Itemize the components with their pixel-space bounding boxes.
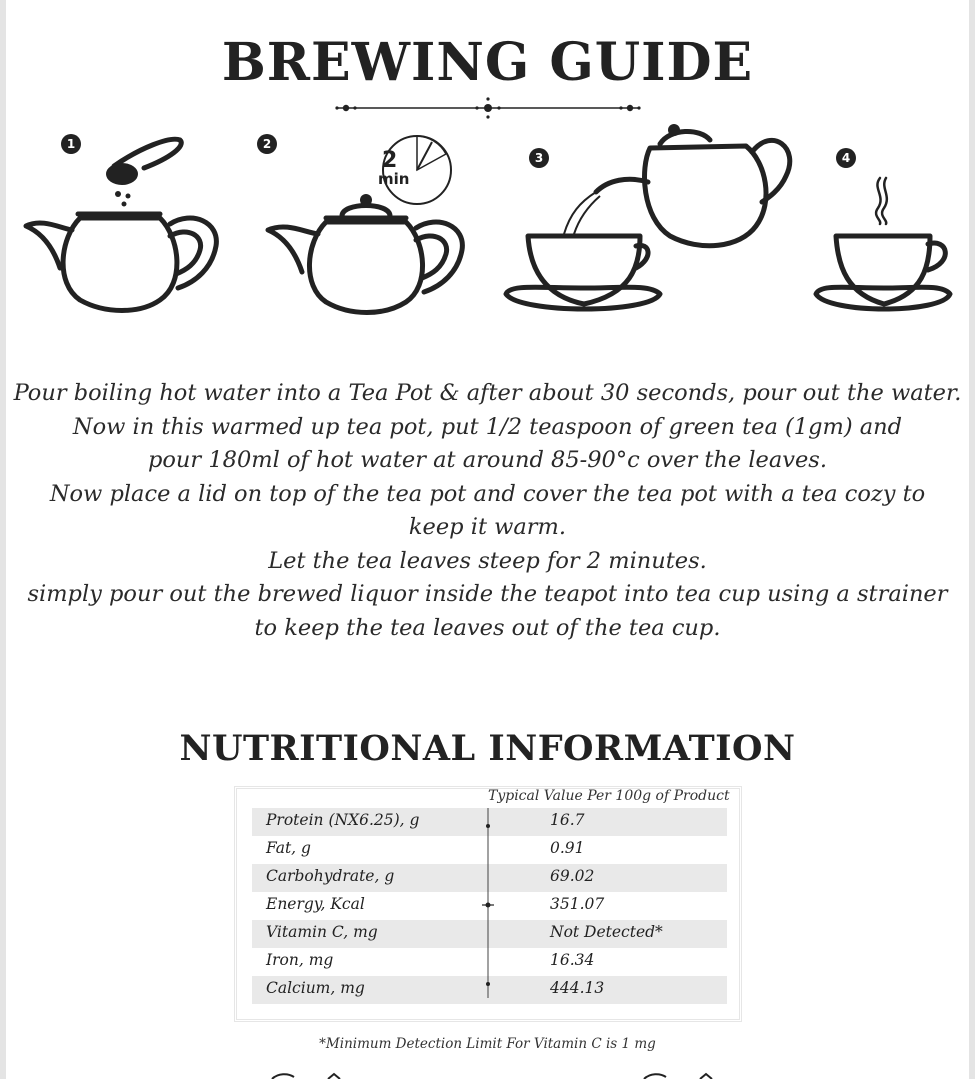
teapot-timer-icon xyxy=(260,118,470,333)
nutrient-name: Energy, Kcal xyxy=(266,895,365,913)
page-title: BREWING GUIDE xyxy=(221,32,754,93)
instruction-line: Let the tea leaves steep for 2 minutes. xyxy=(268,547,707,574)
instruction-line: Pour boiling hot water into a Tea Pot & after about 30 seconds, pour out the water. xyxy=(13,380,962,406)
nutrient-name: Iron, mg xyxy=(266,951,334,969)
timer-value: 2 xyxy=(382,148,398,173)
nutrient-value: 69.02 xyxy=(550,867,595,885)
nutrient-value: 444.13 xyxy=(550,979,605,997)
instruction-line: Now place a lid on top of the tea pot and cover the tea pot with a tea cozy to xyxy=(49,480,926,507)
teapot-pour-cup-icon xyxy=(500,118,800,333)
ornament-divider xyxy=(330,96,646,120)
instruction-line: keep it warm. xyxy=(408,514,567,540)
nutrition-column-header: Typical Value Per 100g of Product xyxy=(488,788,730,804)
instruction-line: simply pour out the brewed liquor inside the teapot into tea cup using a strainer xyxy=(27,581,948,607)
teapot-spoon-icon xyxy=(20,118,230,333)
nutrient-value: 16.7 xyxy=(550,811,585,829)
nutrition-footnote: *Minimum Detection Limit For Vitamin C is 1 mg xyxy=(319,1036,656,1052)
cropped-ornament-left xyxy=(268,1071,348,1079)
step-number-1: 1 xyxy=(61,134,81,154)
nutrient-name: Protein (NX6.25), g xyxy=(266,811,420,829)
instruction-line: Now in this warmed up tea pot, put 1/2 teaspoon of green tea (1gm) and xyxy=(72,413,903,440)
nutrient-name: Fat, g xyxy=(266,839,311,857)
step-number-4: 4 xyxy=(836,148,856,168)
column-divider xyxy=(480,808,496,998)
instruction-line: pour 180ml of hot water at around 85-90°c over the leaves. xyxy=(147,447,828,473)
step-number-3: 3 xyxy=(529,148,549,168)
nutrient-value: 351.07 xyxy=(550,895,605,913)
nutrient-value: 0.91 xyxy=(550,839,585,857)
timer-unit: min xyxy=(378,170,410,188)
nutrient-name: Carbohydrate, g xyxy=(266,867,395,885)
nutrient-value: Not Detected* xyxy=(550,923,663,941)
steaming-cup-icon xyxy=(806,118,966,333)
cropped-ornament-right xyxy=(640,1071,720,1079)
instruction-line: to keep the tea leaves out of the tea cup. xyxy=(254,614,721,641)
nutrition-title: NUTRITIONAL INFORMATION xyxy=(179,728,796,769)
left-border xyxy=(0,0,6,1079)
right-border xyxy=(969,0,975,1079)
nutrient-value: 16.34 xyxy=(550,951,595,969)
nutrient-name: Calcium, mg xyxy=(266,979,365,997)
step-number-2: 2 xyxy=(257,134,277,154)
brewing-instructions xyxy=(10,377,965,645)
nutrient-name: Vitamin C, mg xyxy=(266,923,378,941)
